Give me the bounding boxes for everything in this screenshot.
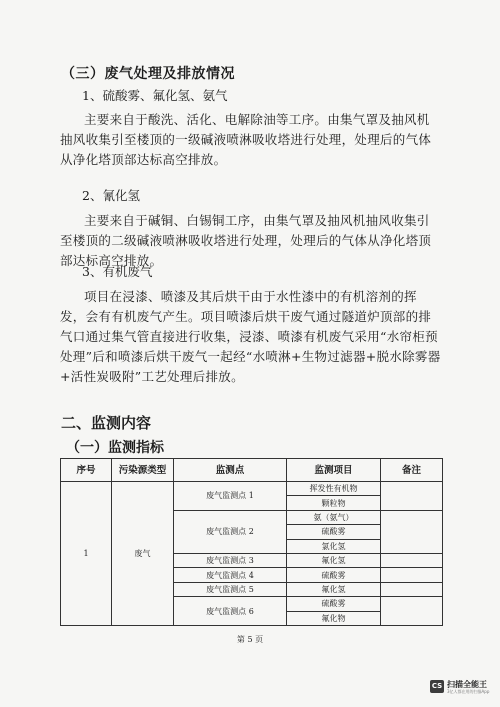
- cell-item: 氟化氢: [287, 582, 381, 596]
- cell-remark: [381, 568, 443, 582]
- cell-point: 废气监测点 5: [174, 582, 287, 596]
- header-source-type: 污染源类型: [112, 459, 174, 482]
- cell-point: 废气监测点 2: [174, 510, 287, 553]
- table-header-row: [61, 459, 443, 482]
- cell-item: 氯化氢: [287, 539, 381, 553]
- cell-item: 硫酸雾: [287, 568, 381, 582]
- cell-remark: [381, 597, 443, 626]
- watermark-title: 扫描全能王: [447, 680, 487, 689]
- cell-item: 氨（氨气）: [287, 510, 381, 524]
- header-item: 监测项目: [287, 459, 381, 482]
- cell-seq: 1: [61, 482, 112, 626]
- item-3-body: 项目在浸漆、喷漆及其后烘干由于水性漆中的有机溶剂的挥发，会有有机废气产生。项目喷漆后烘干废气通过隧道炉顶部的排气口通过集气管直接进行收集，浸漆、喷漆有机废气采用“水帘柜预处理”后和喷漆后烘干废气一起经“水喷淋+生物过滤器+脱水除雾器+活性炭吸附”工艺处理后排放。: [60, 289, 441, 384]
- cell-item: 氟化氢: [287, 553, 381, 567]
- cell-point: 废气监测点 6: [174, 597, 287, 626]
- item-3-title: 3、有机废气: [82, 264, 153, 279]
- cell-remark: [381, 510, 443, 553]
- cell-point: 废气监测点 3: [174, 553, 287, 567]
- monitoring-heading: 二、监测内容: [61, 414, 152, 432]
- watermark-subtitle: 3亿人都在用的扫描App: [447, 689, 490, 694]
- cell-remark: [381, 582, 443, 596]
- cell-item: 氟化物: [287, 611, 381, 625]
- scanner-watermark: [430, 678, 494, 700]
- cell-point: 废气监测点 4: [174, 568, 287, 582]
- header-point: 监测点: [174, 459, 287, 482]
- cell-point: 废气监测点 1: [174, 482, 287, 511]
- cell-item: 颗粒物: [287, 496, 381, 510]
- item-2-title: 2、氰化氢: [82, 188, 140, 203]
- item-1-title: 1、硫酸雾、氟化氢、氨气: [82, 88, 228, 103]
- page-number: 第 5 页: [236, 635, 264, 644]
- cell-remark: [381, 553, 443, 567]
- item-1-body: 主要来自于酸洗、活化、电解除油等工序。由集气罩及抽风机抽风收集引至楼顶的一级碱液喷淋吸收塔进行处理，处理后的气体从净化塔顶部达标高空排放。: [60, 112, 432, 167]
- header-remark: 备注: [381, 459, 443, 482]
- monitoring-table: [60, 458, 443, 626]
- cell-item: 硫酸雾: [287, 525, 381, 539]
- table-row: [61, 482, 443, 496]
- header-seq: 序号: [61, 459, 112, 482]
- camscanner-logo-icon: CS: [430, 680, 444, 693]
- cell-remark: [381, 482, 443, 511]
- cell-item: 挥发性有机物: [287, 482, 381, 496]
- item-2-body: 主要来自于碱铜、白锡铜工序，由集气罩及抽风机抽风收集引至楼顶的二级碱液喷淋吸收塔进行处理，处理后的气体从净化塔顶部达标高空排放。: [60, 213, 432, 268]
- section-heading: （三）废气处理及排放情况: [61, 66, 235, 82]
- monitoring-subheading: （一）监测指标: [66, 440, 164, 456]
- cell-source-type: 废气: [112, 482, 174, 626]
- cell-item: 硫酸雾: [287, 597, 381, 611]
